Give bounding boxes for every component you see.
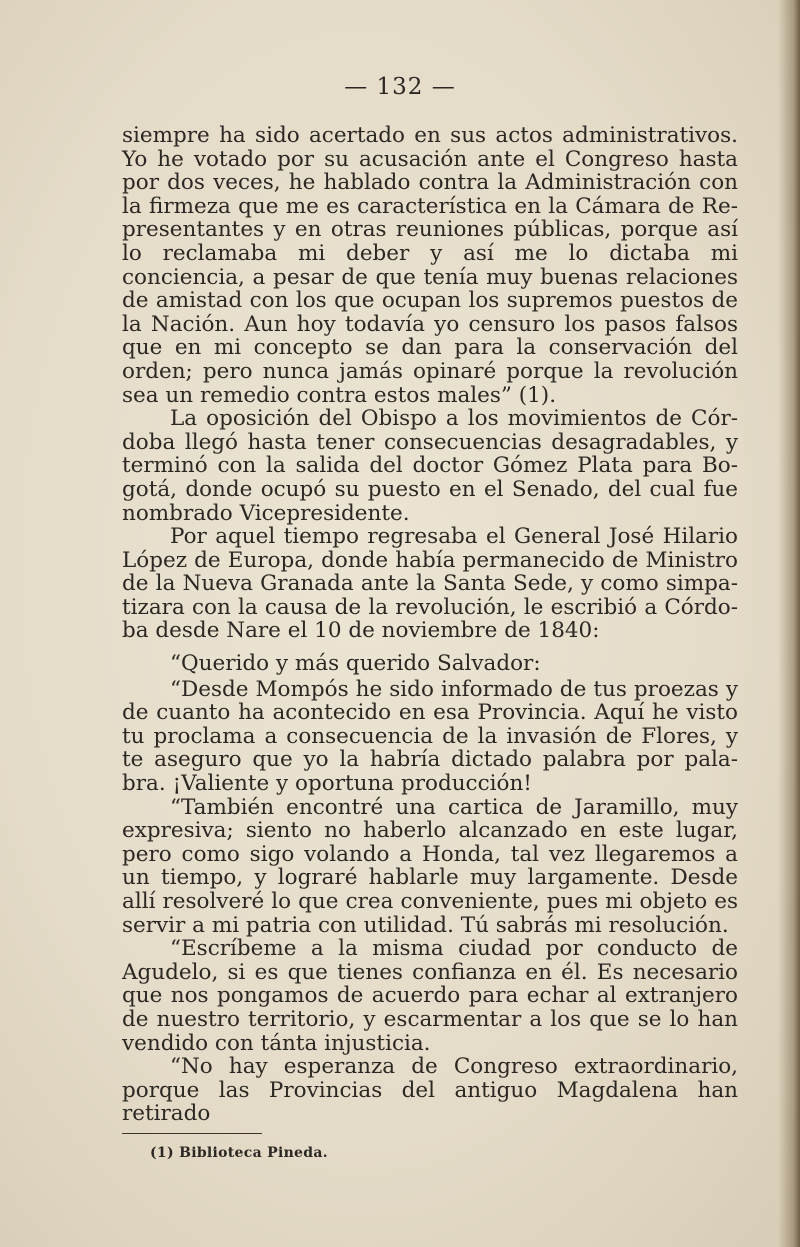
footnote-rule xyxy=(122,1133,262,1134)
letter-paragraph-1: “Desde Mompós he sido informado de tus proezas y de cuanto ha acontecido en esa Provincia. Aquí he visto tu proclama a consecuencia de la invasión de Flores, y te aseguro que yo la habría dictado palabra por palabra. ¡Valiente y oportuna producción! xyxy=(122,676,738,797)
paragraph-2: La oposición del Obispo a los movimientos de Córdoba llegó hasta tener consecuencias desagradables, y terminó con la salida del doctor Gómez Plata para Bogotá, donde ocupó su puesto en el Senado, del cual fue nombrado Vicepresidente. xyxy=(122,406,738,526)
letter-salutation: “Querido y más querido Salvador: xyxy=(170,651,541,677)
page-spine-shadow xyxy=(778,0,800,1247)
letter-paragraph-2: “También encontré una cartica de Jaramillo, muy expresiva; siento no haberlo alcanzado en este lugar, pero como sigo volando a Honda, tal vez llegaremos a un tiempo, y lograré hablarle muy largamente. Desde allí resolveré lo que crea conveniente, pues mi objeto es servir a mi patria con utilidad. Tú sabrás mi resolución. xyxy=(122,794,738,938)
letter-paragraph-3: “Escríbeme a la misma ciudad por conducto de Agudelo, si es que tienes confianza en él. Es necesario que nos pongamos de acuerdo para echar al extranjero de nuestro territorio, y escarmentar a los que se lo han vendido con tánta injusticia. xyxy=(122,936,738,1056)
body-text xyxy=(122,124,738,1126)
paragraph-3: Por aquel tiempo regresaba el General José Hilario López de Europa, donde había permanecido de Ministro de la Nueva Granada ante la Santa Sede, y como simpatizara con la causa de la revolución, le escribió a Córdoba desde Nare el 10 de noviembre de 1840: xyxy=(122,524,738,644)
page-number: — 132 — xyxy=(344,74,456,100)
letter-paragraph-4: “No hay esperanza de Congreso extraordinario, porque las Provincias del antiguo Magdalena han retirado xyxy=(122,1054,738,1127)
paragraph-1: siempre ha sido acertado en sus actos administrativos. Yo he votado por su acusación ante el Congreso hasta por dos veces, he hablado contra la Administración con la firmeza que me es característica en la Cámara de Representantes y en otras reuniones públicas, porque así lo reclamaba mi deber y así me lo dictaba mi conciencia, a pesar de que tenía muy buenas relaciones de amistad con los que ocupan los supremos puestos de la Nación. Aun hoy todavía yo censuro los pasos falsos que en mi concepto se dan para la conservación del orden; pero nunca jamás opinaré porque la revolución sea un remedio contra estos males” (1). xyxy=(122,123,738,408)
footnote: (1) Biblioteca Pineda. xyxy=(150,1145,328,1161)
